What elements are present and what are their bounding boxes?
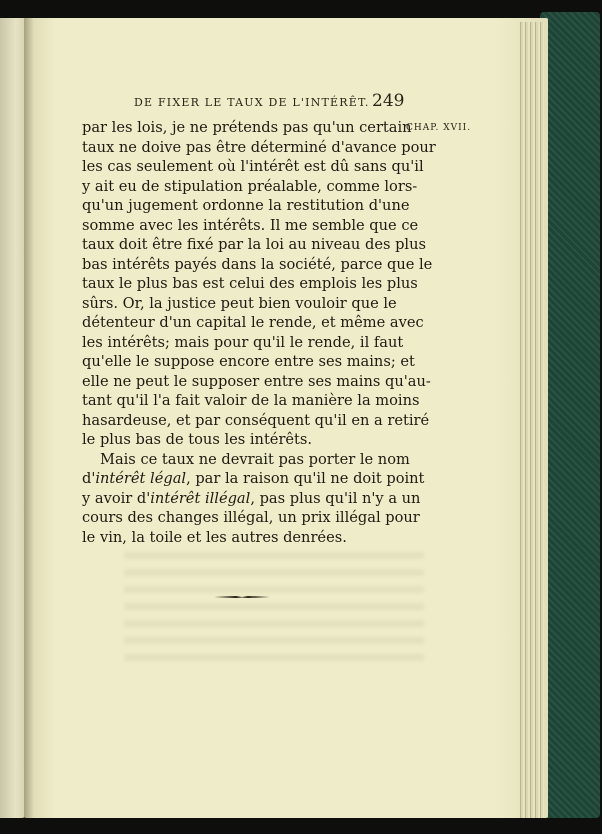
text-line: les intérêts; mais pour qu'il le rende, il faut [82, 333, 404, 351]
text-line: Mais ce taux ne devrait pas porter le nom [100, 450, 410, 468]
text-line: somme avec les intérêts. Il me semble que ce [82, 216, 419, 234]
running-head: DE FIXER LE TAUX DE L'INTÉRÊT. [134, 96, 370, 109]
body-text [82, 118, 436, 547]
italic-term-interet-illegal: intérêt illégal [150, 489, 251, 507]
section-end-ornament [214, 594, 270, 600]
text-line: tant qu'il l'a fait valoir de la manière la moins [82, 392, 420, 409]
text-line: détenteur d'un capital le rende, et même avec [82, 314, 424, 331]
text-line: par les lois, je ne prétends pas qu'un certain [82, 119, 412, 136]
text-line: cours des changes illégal, un prix illégal pour [82, 509, 420, 526]
text-line: hasardeuse, et par conséquent qu'il en a retiré [82, 411, 430, 429]
text-line: qu'elle le suppose encore entre ses mains; et [82, 353, 415, 370]
text-line: taux le plus bas est celui des emplois les plus [82, 275, 418, 292]
page-stack-edge [518, 22, 544, 818]
text-line: le plus bas de tous les intérêts. [82, 431, 313, 448]
text-line: y ait eu de stipulation préalable, comme lors- [82, 177, 418, 195]
chapter-marginal-note: CHAP. XVII. [406, 123, 472, 133]
text-line: qu'un jugement ordonne la restitution d'une [82, 197, 410, 214]
text-line: bas intérêts payés dans la société, parce que le [82, 255, 433, 273]
text-fragment: , pas plus qu'il n'y a un [250, 489, 421, 507]
text-fragment: y avoir d' [82, 489, 151, 507]
text-line: le vin, la toile et les autres denrées. [82, 528, 347, 546]
page-gutter-shadow [24, 18, 34, 818]
text-line: elle ne peut le supposer entre ses mains qu'au- [82, 372, 431, 390]
text-line: taux ne doive pas être déterminé d'avance pour [82, 138, 436, 156]
text-line-with-italic [82, 489, 421, 509]
book-cover [540, 12, 600, 818]
text-fragment: d' [82, 470, 96, 487]
italic-term-interet-legal: intérêt légal [95, 470, 187, 487]
text-line-with-italic [82, 469, 425, 489]
page-number: 249 [372, 91, 405, 111]
facing-page-edge [0, 18, 26, 818]
text-line: taux doit être fixé par la loi au niveau des plus [82, 236, 426, 253]
bleed-through-text [124, 552, 424, 662]
text-line: sûrs. Or, la justice peut bien vouloir que le [82, 294, 397, 312]
text-line: les cas seulement où l'intérêt est dû sans qu'il [82, 158, 424, 175]
text-fragment: , par la raison qu'il ne doit point [186, 470, 425, 487]
